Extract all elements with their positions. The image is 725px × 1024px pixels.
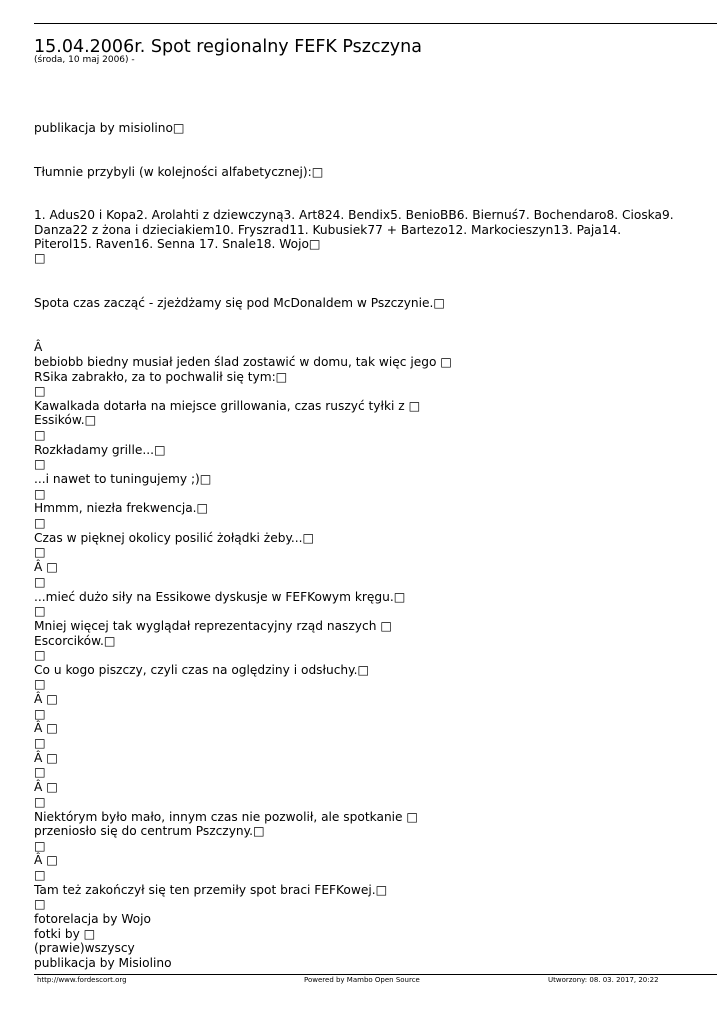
footer-site-url: http://www.fordescort.org (37, 976, 127, 984)
body-line: przeniosło się do centrum Pszczyny.□ (34, 824, 265, 838)
body-line: bebiobb biedny musiał jeden ślad zostawić w domu, tak więc jego □ (34, 355, 452, 369)
body-line: □ (34, 765, 46, 779)
body-line: Â □ (34, 560, 58, 574)
body-line: Kawalkada dotarła na miejsce grillowania, czas ruszyć tyłki z □ (34, 399, 421, 413)
body-line: Â □ (34, 751, 58, 765)
body-line: Escorcików.□ (34, 634, 116, 648)
body-line: □ (34, 604, 46, 618)
body-line: Essików.□ (34, 413, 97, 427)
bottom-divider (34, 974, 717, 975)
body-line: □ (34, 897, 46, 911)
body-line: □ (34, 736, 46, 750)
article-title: 15.04.2006r. Spot regionalny FEFK Pszczyna (34, 37, 422, 57)
body-line: Niektórym było mało, innym czas nie pozwolił, ale spotkanie □ (34, 810, 418, 824)
body-line: Tam też zakończył się ten przemiły spot braci FEFKowej.□ (34, 883, 388, 897)
body-line: publikacja by misiolino□ (34, 121, 185, 135)
body-line: Czas w pięknej okolicy posilić żołądki żeby...□ (34, 531, 315, 545)
body-line: publikacja by Misiolino (34, 956, 172, 970)
body-line: Â □ (34, 721, 58, 735)
body-line: Mniej więcej tak wyglądał reprezentacyjny rząd naszych □ (34, 619, 392, 633)
body-line: fotki by □ (34, 927, 96, 941)
footer-created-date: Utworzony: 08. 03. 2017, 20:22 (548, 976, 659, 984)
body-line: □ (34, 251, 46, 265)
body-line: 1. Adus20 i Kopa2. Arolahti z dziewczyną3. Art824. Bendix5. BenioBB6. Biernuś7. Bochendaro8. Cioska9. (34, 208, 674, 222)
body-line: □ (34, 516, 46, 530)
body-line: Co u kogo piszczy, czyli czas na oględziny i odsłuchy.□ (34, 663, 370, 677)
body-line: ...i nawet to tuningujemy ;)□ (34, 472, 212, 486)
body-line: □ (34, 575, 46, 589)
body-line: (prawie)wszyscy (34, 941, 135, 955)
body-line: Â (34, 340, 43, 354)
body-line: □ (34, 648, 46, 662)
body-line: □ (34, 839, 46, 853)
body-line: □ (34, 384, 46, 398)
body-line: Â □ (34, 780, 58, 794)
body-line: □ (34, 868, 46, 882)
body-line: ...mieć dużo siły na Essikowe dyskusje w FEFKowym kręgu.□ (34, 590, 406, 604)
body-line: Tłumnie przybyli (w kolejności alfabetycznej):□ (34, 165, 324, 179)
body-line: Piterol15. Raven16. Senna 17. Snale18. Wojo□ (34, 237, 321, 251)
body-line: Hmmm, niezła frekwencja.□ (34, 501, 209, 515)
body-line: Danza22 z żona i dzieciakiem10. Fryszrad11. Kubusiek77 + Bartezo12. Markocieszyn13. Paja14. (34, 223, 622, 237)
body-line: fotorelacja by Wojo (34, 912, 151, 926)
body-line: Rozkładamy grille...□ (34, 443, 166, 457)
body-line: RSika zabrakło, za to pochwalił się tym:□ (34, 370, 288, 384)
body-line: □ (34, 487, 46, 501)
body-line: □ (34, 795, 46, 809)
footer-powered-by: Powered by Mambo Open Source (304, 976, 420, 984)
body-line: □ (34, 428, 46, 442)
body-line: Â □ (34, 692, 58, 706)
article-date: (środa, 10 maj 2006) - (34, 55, 135, 65)
body-line: □ (34, 457, 46, 471)
body-line: Spota czas zacząć - zjeżdżamy się pod McDonaldem w Pszczynie.□ (34, 296, 445, 310)
body-line: □ (34, 677, 46, 691)
top-divider (34, 23, 717, 24)
body-line: □ (34, 707, 46, 721)
body-line: Â □ (34, 853, 58, 867)
body-line: □ (34, 545, 46, 559)
